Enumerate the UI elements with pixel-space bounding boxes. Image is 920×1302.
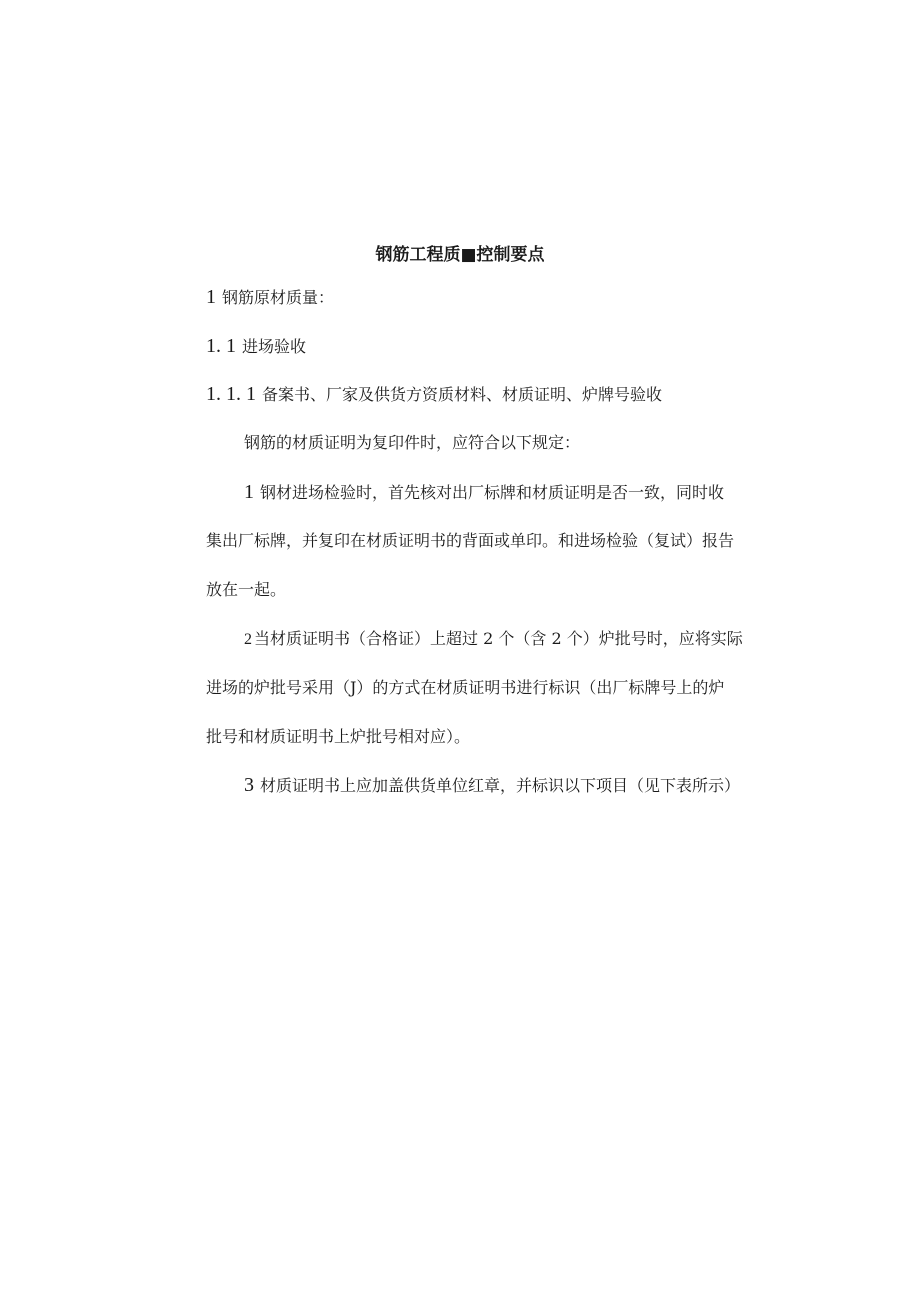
- item-text: 材质证明书上应加盖供货单位红章，并标识以下项目（见下表所示）: [260, 776, 741, 795]
- heading-level-3: [206, 383, 662, 406]
- item-2-line-2: 进场的炉批号采用（J）的方式在材质证明书进行标识（出厂标牌号上的炉: [206, 678, 725, 697]
- item-text: 当材质证明书（合格证）上超过 2 个（含 2 个）炉批号时，应将实际: [254, 629, 743, 648]
- item-2-line-3: 批号和材质证明书上炉批号相对应）。: [206, 727, 471, 746]
- heading-text: 钢筋原材质量：: [222, 288, 335, 307]
- item-1-line-2: 集出厂标牌，并复印在材质证明书的背面或单印。和进场检验（复试）报告: [206, 531, 735, 550]
- heading-number: 1: [206, 286, 216, 308]
- item-1-line-1: [244, 481, 724, 504]
- heading-level-1: [206, 286, 334, 309]
- item-3-line-1: [244, 774, 740, 797]
- heading-level-2: [206, 335, 306, 358]
- item-number: 2: [244, 631, 252, 648]
- heading-text: 进场验收: [242, 337, 307, 356]
- item-1-line-3: 放在一起。: [206, 580, 287, 599]
- intro-paragraph: 钢筋的材质证明为复印件时，应符合以下规定：: [244, 433, 581, 452]
- page-title: 钢筋工程质■控制要点: [375, 245, 545, 265]
- item-number: 1: [244, 481, 254, 503]
- heading-number: 1. 1. 1: [206, 383, 256, 405]
- heading-text: 备案书、厂家及供货方资质材料、材质证明、炉牌号验收: [262, 385, 663, 404]
- heading-number: 1. 1: [206, 335, 236, 357]
- item-number: 3: [244, 774, 254, 796]
- item-text: 钢材进场检验时，首先核对出厂标牌和材质证明是否一致，同时收: [260, 483, 725, 502]
- item-2-line-1: [244, 628, 743, 651]
